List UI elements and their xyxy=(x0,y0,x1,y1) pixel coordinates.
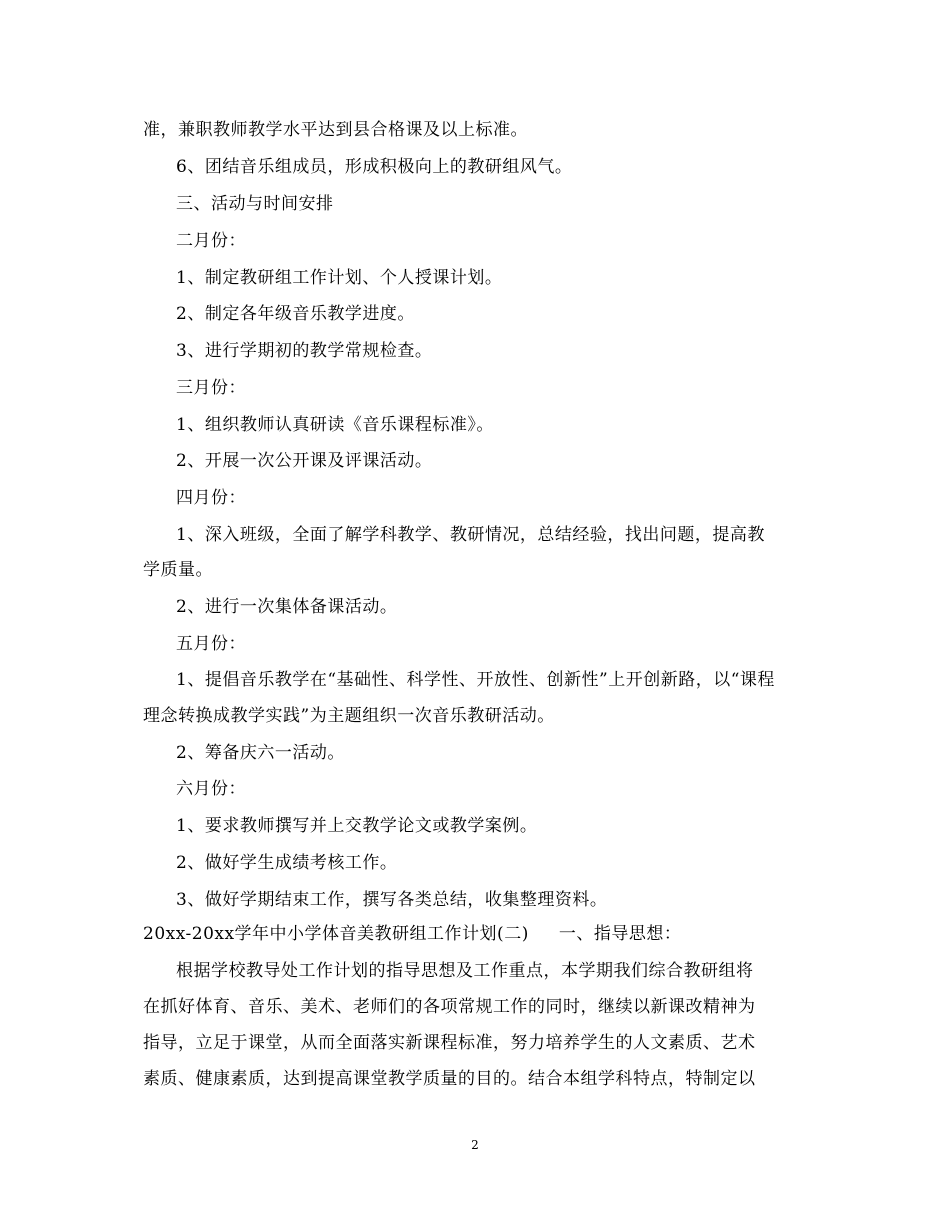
april-item-1: 1、深入班级，全面了解学科教学、教研情况，总结经验，找出问题，提高教 xyxy=(176,525,765,545)
month-heading-april: 四月份： xyxy=(176,488,246,508)
page-number: 2 xyxy=(471,1138,479,1152)
february-item-2: 2、制定各年级音乐教学进度。 xyxy=(176,304,415,324)
march-item-2: 2、开展一次公开课及评课活动。 xyxy=(176,451,433,471)
paragraph-line-4: 素质、健康素质，达到提高课堂教学质量的目的。结合本组学科特点，特制定以 xyxy=(143,1069,756,1089)
may-item-1: 1、提倡音乐教学在“基础性、科学性、开放性、创新性”上开创新路，以“课程 xyxy=(176,670,775,690)
may-item-2: 2、筹备庆六一活动。 xyxy=(176,743,345,763)
march-item-1: 1、组织教师认真研读《音乐课程标准》。 xyxy=(176,415,494,435)
month-heading-march: 三月份： xyxy=(176,378,246,398)
plan-title: 20xx-20xx学年中小学体音美教研组工作计划(二) xyxy=(143,924,529,944)
section-heading-schedule: 三、活动与时间安排 xyxy=(176,194,334,214)
february-item-3: 3、进行学期初的教学常规检查。 xyxy=(176,341,433,361)
june-item-2: 2、做好学生成绩考核工作。 xyxy=(176,853,398,873)
june-item-1: 1、要求教师撰写并上交教学论文或教学案例。 xyxy=(176,816,538,836)
february-item-1: 1、制定教研组工作计划、个人授课计划。 xyxy=(176,268,503,288)
goal-item-6: 6、团结音乐组成员，形成积极向上的教研组风气。 xyxy=(176,157,573,177)
june-item-3: 3、做好学期结束工作，撰写各类总结，收集整理资料。 xyxy=(176,890,608,910)
text-line-standard: 准，兼职教师教学水平达到县合格课及以上标准。 xyxy=(143,120,528,140)
plan-title-line xyxy=(143,922,681,946)
month-heading-may: 五月份： xyxy=(176,634,246,654)
paragraph-line-3: 指导，立足于课堂，从而全面落实新课程标准，努力培养学生的人文素质、艺术 xyxy=(143,1033,756,1053)
april-item-1-continued: 学质量。 xyxy=(143,560,213,580)
may-item-1-continued: 理念转换成教学实践”为主题组织一次音乐教研活动。 xyxy=(143,706,555,726)
month-heading-june: 六月份： xyxy=(176,779,246,799)
april-item-2: 2、进行一次集体备课活动。 xyxy=(176,597,398,617)
paragraph-line-2: 在抓好体育、音乐、美术、老师们的各项常规工作的同时，继续以新课改精神为 xyxy=(143,997,756,1017)
guiding-thought-heading: 一、指导思想： xyxy=(558,924,682,944)
paragraph-line-1: 根据学校教导处工作计划的指导思想及工作重点，本学期我们综合教研组将 xyxy=(176,961,754,981)
month-heading-february: 二月份： xyxy=(176,231,246,251)
